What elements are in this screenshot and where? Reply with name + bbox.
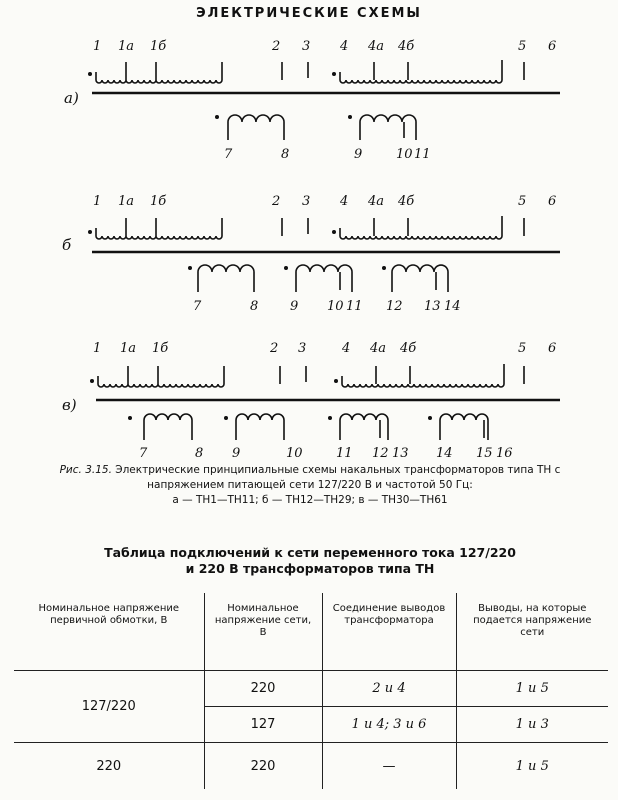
primary-taps-left (126, 62, 308, 80)
terminal-label: 9 (290, 299, 299, 314)
column-header: Выводы, на которые подается напряжение сети (456, 593, 608, 671)
secondary-winding (198, 265, 254, 292)
table-cell: 1 и 5 (515, 758, 549, 774)
terminal-label: 14 (436, 446, 453, 460)
polarity-dot (334, 379, 338, 383)
secondary-winding (392, 265, 448, 292)
polarity-dot (215, 115, 219, 119)
terminal-label: 10 (327, 299, 344, 314)
terminal-label: 3 (298, 341, 307, 356)
schematic-c (62, 341, 560, 460)
schematic-b (62, 194, 560, 314)
terminal-label: 4 (340, 194, 349, 209)
secondary-winding (440, 414, 488, 440)
terminal-label: 11 (336, 446, 353, 460)
table-cell: 2 и 4 (322, 671, 456, 707)
primary-taps-right (376, 366, 524, 384)
terminal-label: 8 (195, 446, 204, 460)
secondary-winding (236, 414, 284, 440)
primary-winding-left (98, 366, 224, 387)
table-title (40, 545, 580, 577)
table-cell: 220 (204, 743, 322, 790)
terminal-label: 12 (372, 446, 389, 460)
table-row (14, 671, 608, 707)
terminal-label: 9 (232, 446, 241, 460)
table-header-row (14, 593, 608, 671)
terminal-label: 8 (250, 299, 259, 314)
secondary-winding (144, 414, 192, 440)
table-cell: 1 и 3 (456, 707, 608, 743)
terminal-label: 1б (150, 194, 167, 209)
terminal-label: 7 (224, 147, 233, 162)
terminal-label: 9 (354, 147, 363, 162)
schematic-a (64, 39, 560, 162)
terminal-label: 2 (270, 341, 279, 356)
terminal-label: 10 (396, 147, 413, 162)
terminal-label: 5 (518, 341, 527, 356)
primary-winding-left (96, 62, 222, 83)
column-header: Номинальное напряжение первичной обмотки, В (14, 593, 204, 671)
secondary-winding (360, 115, 416, 140)
terminal-label: 1б (150, 39, 167, 54)
schematic-label: в) (62, 396, 77, 414)
caption-figure-number: Рис. 3.15. (59, 464, 112, 476)
polarity-dot (332, 230, 336, 234)
terminal-label: 1а (118, 39, 135, 54)
table-title-line-2: и 220 В трансформаторов типа ТН (185, 561, 435, 576)
primary-winding-left (96, 218, 222, 239)
table-cell: 220 (204, 671, 322, 707)
secondary-winding (340, 414, 388, 440)
table-cell: 127/220 (14, 671, 204, 743)
caption-legend: а — ТН1—ТН11; б — ТН12—ТН29; в — ТН30—ТН61 (172, 494, 448, 506)
table-title-line-1: Таблица подключений к сети переменного тока 127/220 (104, 545, 516, 560)
polarity-dot (90, 379, 94, 383)
terminal-label: 5 (518, 194, 527, 209)
polarity-dot (88, 230, 92, 234)
caption-text: Электрические принципиальные схемы накальных трансформаторов типа ТН с напряжением питающей сети 127/220 В и частотой 50 Гц: (115, 464, 561, 491)
primary-winding-right (340, 60, 502, 83)
terminal-label: 11 (346, 299, 363, 314)
primary-winding-right (342, 364, 504, 387)
terminal-label: 1 (93, 341, 102, 356)
table-row (14, 743, 608, 790)
column-header: Номинальное напряжение сети, В (204, 593, 322, 671)
primary-taps-left (126, 218, 308, 236)
table-cell: 1 и 5 (456, 671, 608, 707)
terminal-label: 2 (272, 39, 281, 54)
terminal-label: 6 (548, 39, 557, 54)
terminal-label: 4б (398, 194, 415, 209)
schematic-label: б (62, 236, 72, 254)
column-header: Соединение выводов трансформатора (322, 593, 456, 671)
terminal-label: 4а (368, 194, 385, 209)
terminal-label: 15 (476, 446, 493, 460)
page-header: ЭЛЕКТРИЧЕСКИЕ СХЕМЫ (196, 6, 422, 21)
terminal-label: 4 (342, 341, 351, 356)
terminal-label: 1 (93, 39, 102, 54)
table-cell: — (322, 743, 456, 790)
table-cell: 127 (204, 707, 322, 743)
terminal-label: 1а (120, 341, 137, 356)
schematic-label: а) (64, 89, 79, 107)
terminal-label: 10 (286, 446, 303, 460)
terminal-label: 2 (272, 194, 281, 209)
terminal-label: 7 (139, 446, 148, 460)
terminal-label: 4б (400, 341, 417, 356)
polarity-dot (328, 416, 332, 420)
terminal-label: 13 (392, 446, 409, 460)
polarity-dot (284, 266, 288, 270)
terminal-label: 4б (398, 39, 415, 54)
primary-taps-left (128, 366, 306, 384)
polarity-dot (428, 416, 432, 420)
connection-table (14, 593, 608, 789)
terminal-label: 4 (340, 39, 349, 54)
terminal-label: 3 (302, 39, 311, 54)
polarity-dot (382, 266, 386, 270)
terminal-label: 3 (302, 194, 311, 209)
secondary-winding (296, 265, 352, 292)
terminal-label: 4а (370, 341, 387, 356)
terminal-label: 13 (424, 299, 441, 314)
terminal-label: 6 (548, 194, 557, 209)
terminal-label: 4а (368, 39, 385, 54)
table-cell: 220 (14, 743, 204, 790)
table-cell: 1 и 4; 3 и 6 (322, 707, 456, 743)
figure-caption (20, 463, 600, 508)
terminal-label: 7 (193, 299, 202, 314)
secondary-winding (228, 115, 284, 140)
terminal-label: 6 (548, 341, 557, 356)
terminal-label: 1 (93, 194, 102, 209)
terminal-label: 8 (281, 147, 290, 162)
polarity-dot (348, 115, 352, 119)
polarity-dot (332, 72, 336, 76)
terminal-label: 14 (444, 299, 461, 314)
terminal-label: 11 (414, 147, 431, 162)
terminal-label: 5 (518, 39, 527, 54)
terminal-label: 1а (118, 194, 135, 209)
primary-winding-right (340, 216, 502, 239)
polarity-dot (224, 416, 228, 420)
terminal-label: 1б (152, 341, 169, 356)
polarity-dot (88, 72, 92, 76)
polarity-dot (188, 266, 192, 270)
polarity-dot (128, 416, 132, 420)
terminal-label: 12 (386, 299, 403, 314)
terminal-label: 16 (496, 446, 513, 460)
